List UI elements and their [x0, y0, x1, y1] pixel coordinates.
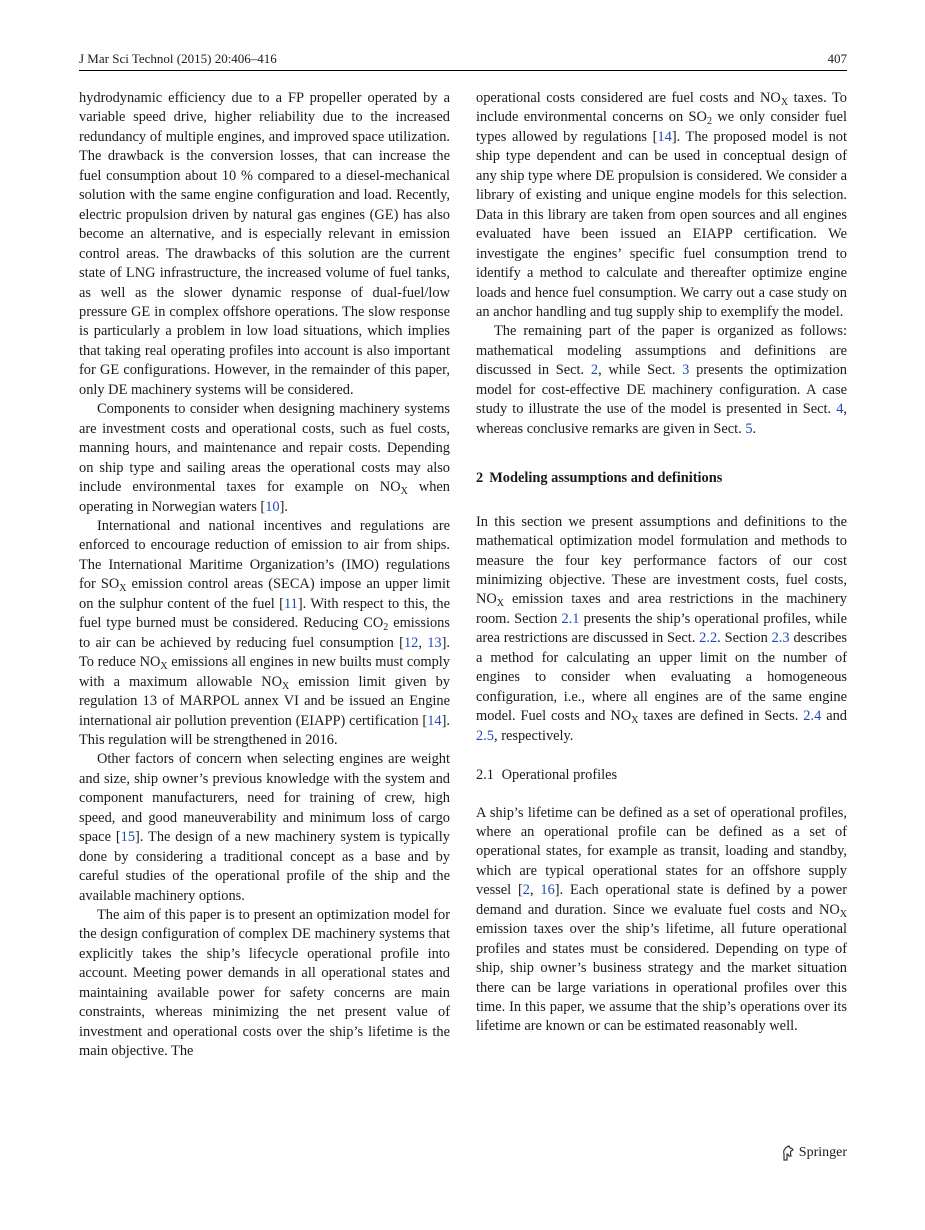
reference-link[interactable]: 2	[522, 882, 530, 899]
section-link[interactable]: 2.5	[476, 727, 494, 744]
running-header	[79, 50, 847, 71]
section-link[interactable]: 5	[745, 420, 753, 437]
paragraph: A ship’s lifetime can be defined as a set of operational profiles, where an operational profile can be defined as a set of operational states, for example as transit, loading and standby, which are typical operational states for an offshore supply vessel [2, 16]. Each operational state is defined by a power demand and duration. Since we evaluate fuel costs and $NO_X$ emission taxes over the ship’s lifetime, all future operational profiles and states must be considered. Depending on type of ship, ship owner’s business strategy and the market situation there can be large variations in operational profiles over this time. In this paper, we assume that the ship’s operations over its lifetime are known or can be estimated reasonably well.	[476, 804, 847, 1035]
section-heading: 2 Modeling assumptions and definitions	[476, 470, 723, 487]
journal-citation: J Mar Sci Technol (2015) 20:406–416	[79, 51, 277, 66]
paragraph: In this section we present assumptions and definitions to the mathematical optimization model formulation and methods to measure the four key performance factors of our cost minimizing objective. These are investment costs, fuel costs, $NO_X$ emission taxes and area restrictions in the machinery room. Section 2.1 presents the ship’s operational profiles, while area restrictions are discussed in Sect. 2.2. Section 2.3 describes a method for calculating an upper limit on the number of engines to consider when evaluating a homogeneous configuration, i.e., where all engines are of the same engine model. Fuel costs and $NO_X$ taxes are defined in Sects. 2.4 and 2.5, respectively.	[476, 513, 847, 744]
paragraph: operational costs considered are fuel costs and $NO_X$ taxes. To include environmental concerns on $SO_2$ we only consider fuel types allowed by regulations [14]. The proposed model is not ship type dependent and can be used in conceptual design of any ship type where DE propulsion is considered. We consider a library of existing and unique engine models for this selection. Data in this library are taken from open sources and all engines evaluated have been issued an EIAPP certification. We investigate the engines’ specific fuel consumption trend to identify a method to calculate and thereafter optimize engine loads and hence fuel consumption. We carry out a case study on an anchor handling and tug supply ship to exemplify the model.	[476, 90, 848, 320]
section-link[interactable]: 2	[590, 362, 599, 379]
springer-horse-icon	[781, 1145, 795, 1161]
section-link[interactable]: 4	[836, 401, 844, 418]
reference-link[interactable]: 12	[403, 634, 419, 651]
reference-link[interactable]: 15	[120, 829, 136, 846]
paragraph: Components to consider when designing machinery systems are investment costs and operational costs, such as fuel costs, manning hours, and maintenance and repair costs. Depending on ship type and sailing areas the operational costs may also include environmental taxes for example on $NO_X$ when operating in Norwegian waters [10].	[79, 401, 450, 515]
reference-link[interactable]: 14	[427, 712, 442, 729]
paragraph: The aim of this paper is to present an optimization model for the design configuration of complex DE machinery systems that explicitly takes the ship’s lifecycle operational profile into account. Meeting power demands in all operational states and maintaining available power for safety concerns are main constraints, whereas minimizing the net present value of investment and operational costs over the ship’s lifetime is the main objective. The	[79, 907, 450, 1060]
reference-link[interactable]: 14	[657, 128, 672, 145]
paragraph: Other factors of concern when selecting engines are weight and size, ship owner’s previous knowledge with the system and component manufacturers, need for training of crew, high speed, and good maneuverability and minimum loss of cargo space [15]. The design of a new machinery system is typically done by considering a traditional concept as a base and by careful studies of the operational profile of the ship and the available machinery options.	[79, 751, 450, 904]
reference-link[interactable]: 10	[265, 498, 280, 515]
paragraph: International and national incentives and regulations are enforced to encourage reduction of emission to air from ships. The International Maritime Organization’s (IMO) regulations for $SO_X$ emission control areas (SECA) impose an upper limit on the sulphur content of the fuel [11]. With respect to this, the fuel type burned must be considered. Reducing $CO_2$ emissions to air can be achieved by reducing fuel consumption [12, 13]. To reduce $NO_X$ emissions all engines in new builts must comply with a maximum allowable $NO_X$ emission limit given by regulation 13 of MARPOL annex VI and be issued an Engine international air pollution prevention (EIAPP) certification [14]. This regulation will be strengthened in 2016.	[79, 517, 450, 748]
publisher-footer	[781, 1145, 847, 1161]
subsection-heading: 2.1 Operational profiles	[476, 767, 618, 784]
reference-link[interactable]: 16	[540, 882, 555, 899]
section-link[interactable]: 2.4	[803, 708, 822, 725]
paragraph: The remaining part of the paper is organized as follows: mathematical modeling assumptions and definitions are discussed in Sect. 2, while Sect. 3 presents the optimization model for cost-effective DE machinery configuration. A case study to illustrate the use of the model is presented in Sect. 4, whereas conclusive remarks are given in Sect. 5.	[476, 323, 847, 437]
reference-link[interactable]: 11	[283, 595, 298, 612]
paragraph: hydrodynamic efficiency due to a FP propeller operated by a variable speed drive, higher reliability due to the increased redundancy of multiple engines, and improved space utilization. The drawback is the conversion losses, that can increase the fuel consumption about 10 % compared to a diesel-mechanical solution with the same engine configuration and load. Recently, electric propulsion driven by natural gas engines (GE) has also become an alternative, and is especially relevant in emission control areas. The drawbacks of this solution are the current state of LNG infrastructure, the increased volume of fuel tanks, as well as the slower dynamic response of dual-fuel/low pressure GE in complex offshore operations. The slow response is particularly a problem in low load situations, which implies that taking real operating profiles into account is also important for GE configurations. However, in the remainder of this paper, only DE machinery systems will be considered.	[79, 90, 450, 398]
section-link[interactable]: 3	[682, 362, 690, 379]
section-link[interactable]: 2.2	[699, 630, 718, 647]
right-column	[476, 89, 847, 1037]
section-link[interactable]: 2.3	[771, 630, 790, 647]
left-column	[79, 89, 450, 1062]
page-number: 407	[827, 51, 847, 66]
section-link[interactable]: 2.1	[561, 610, 580, 627]
reference-link[interactable]: 13	[427, 634, 442, 651]
publisher-name: Springer	[798, 1145, 847, 1160]
